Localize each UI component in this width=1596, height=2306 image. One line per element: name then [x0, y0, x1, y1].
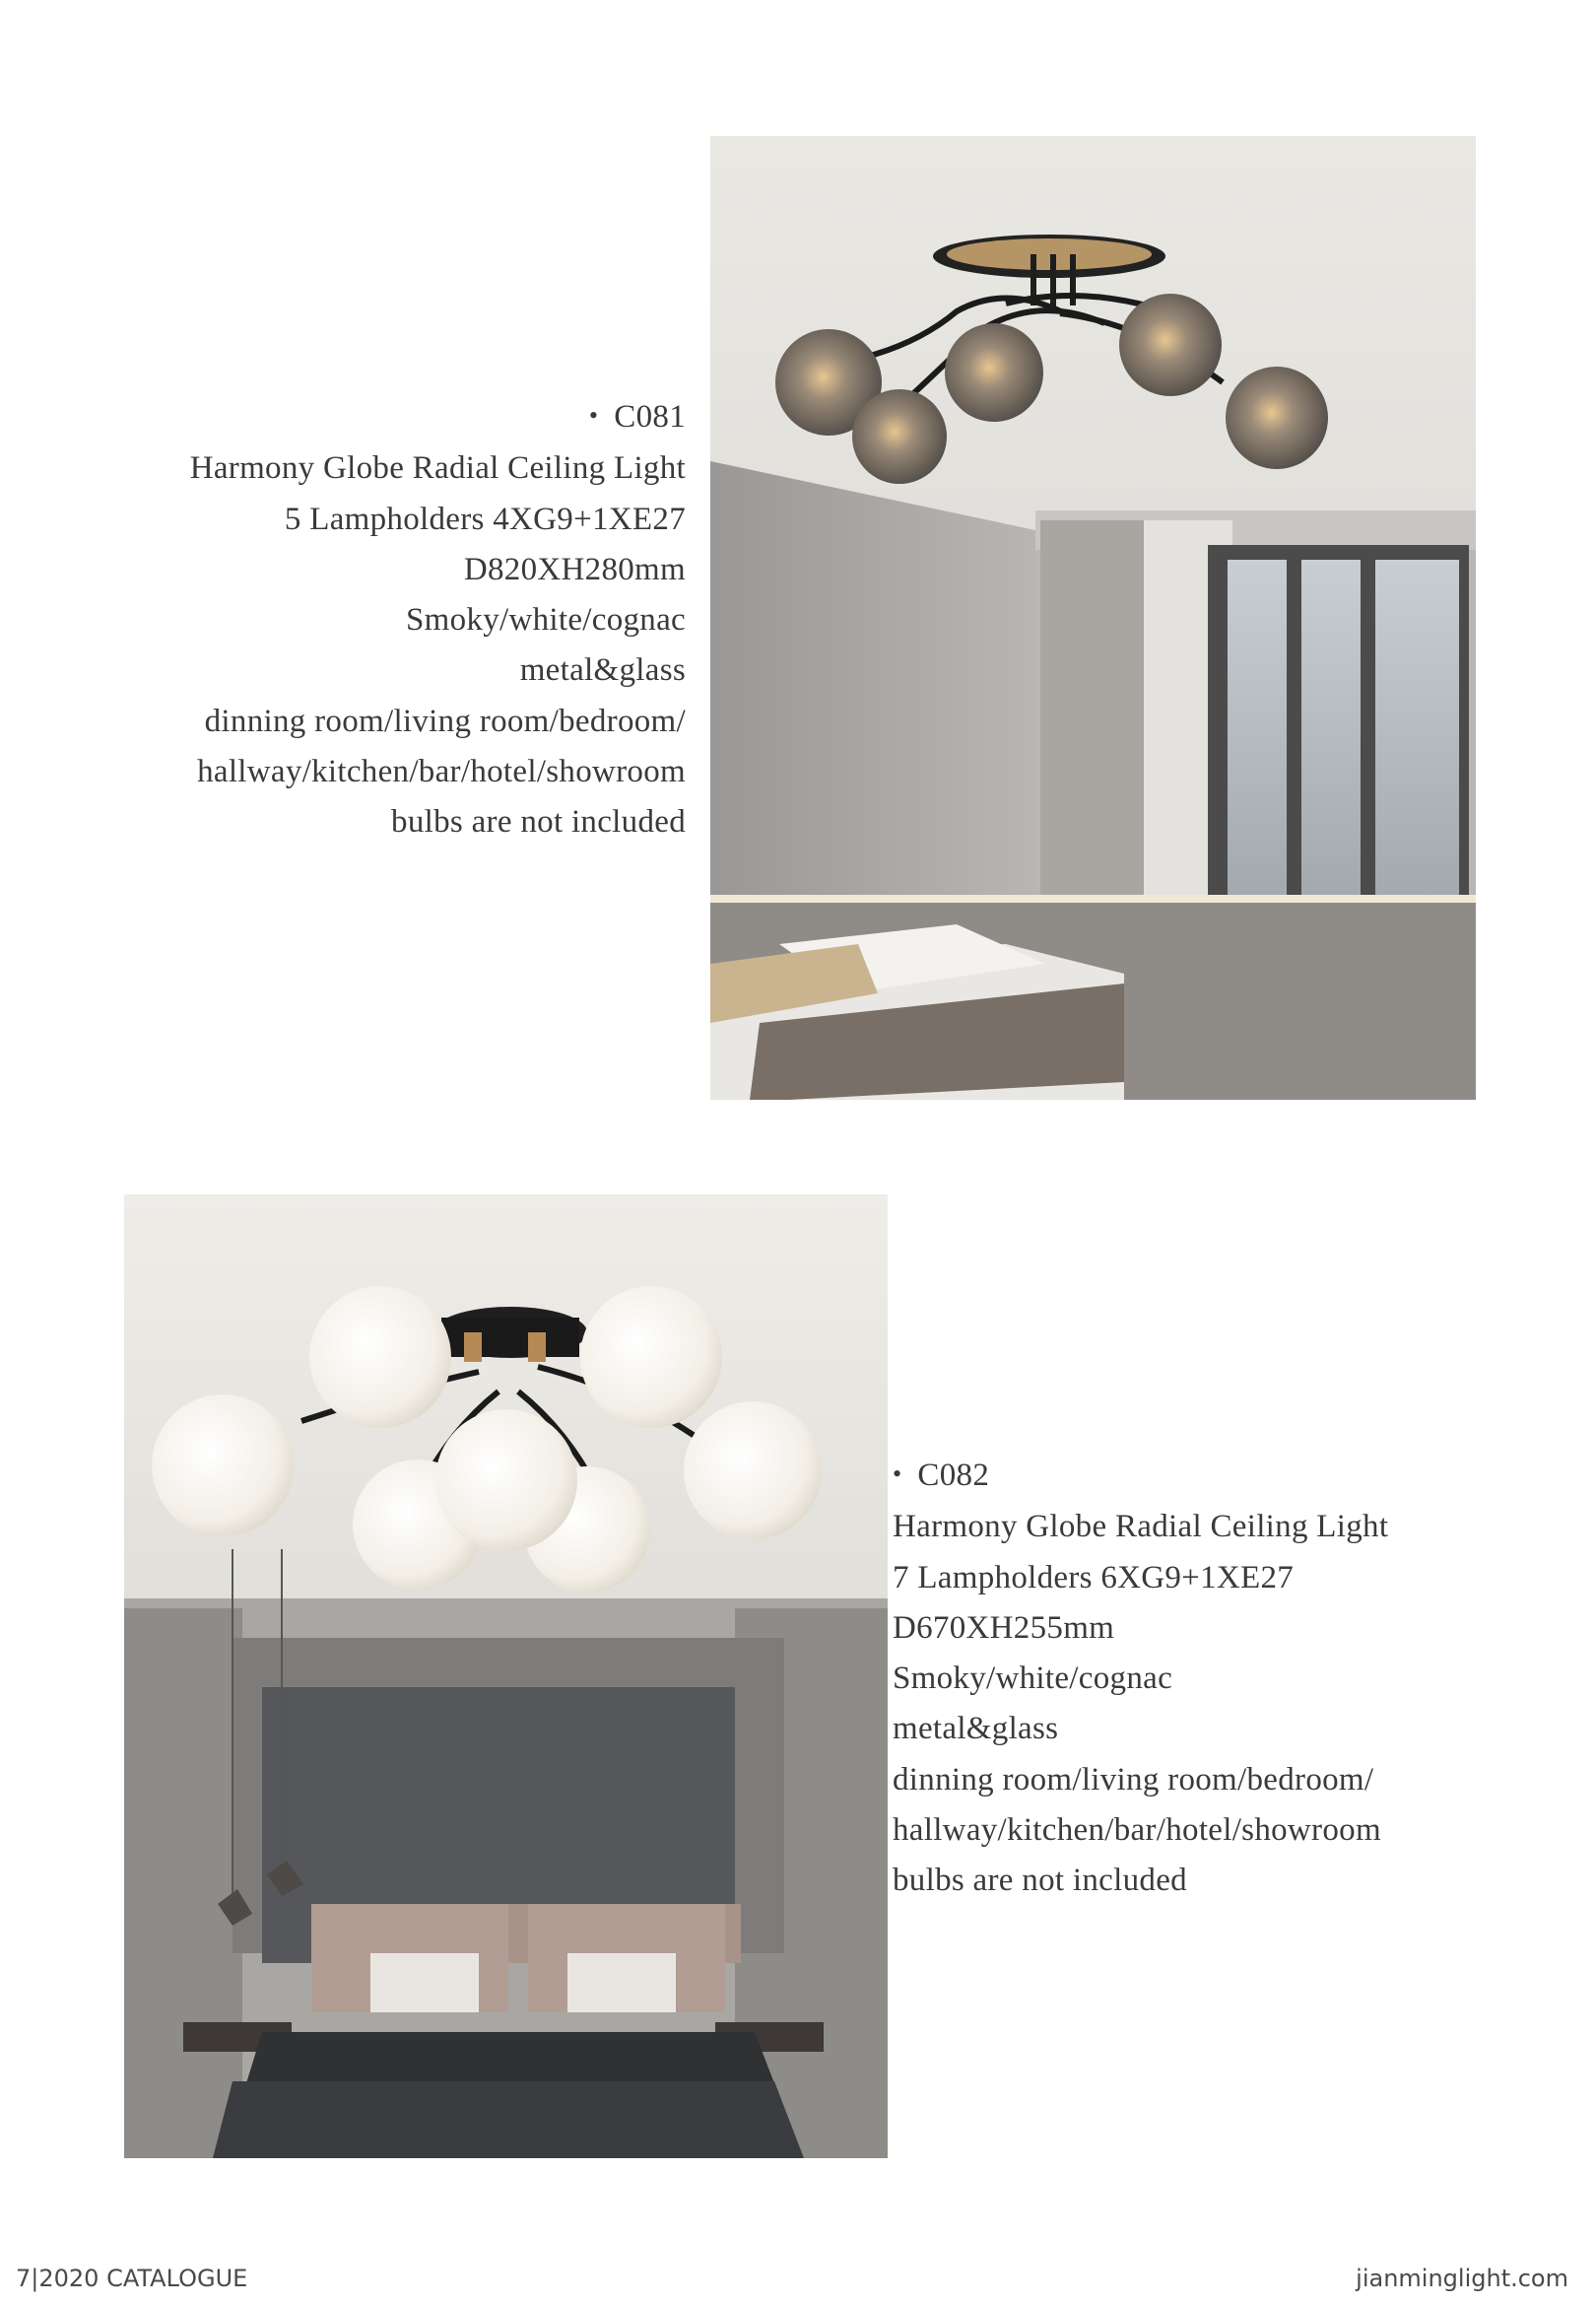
- product-rooms-line1: dinning room/living room/bedroom/: [893, 1761, 1374, 1797]
- product-colors: Smoky/white/cognac: [405, 602, 686, 639]
- product-material: metal&glass: [893, 1711, 1059, 1747]
- product-dimensions: D820XH280mm: [463, 551, 686, 587]
- product-name: Harmony Globe Radial Ceiling Light: [893, 1509, 1389, 1545]
- product-note: bulbs are not included: [893, 1863, 1187, 1899]
- product-lampholders: 7 Lampholders 6XG9+1XE27: [893, 1559, 1295, 1595]
- product-code-line: [893, 1451, 1582, 1502]
- product-material: metal&glass: [519, 652, 686, 689]
- product-rooms-line1: dinning room/living room/bedroom/: [204, 703, 686, 739]
- product-note: bulbs are not included: [391, 804, 686, 841]
- bullet-icon: •: [893, 1459, 902, 1488]
- product-name: Harmony Globe Radial Ceiling Light: [189, 450, 686, 487]
- footer-page-catalogue: 7|2020 CATALOGUE: [16, 2265, 248, 2292]
- product-colors: Smoky/white/cognac: [893, 1661, 1173, 1697]
- product-rooms-line2: hallway/kitchen/bar/hotel/showroom: [197, 754, 686, 790]
- product-lampholders: 5 Lampholders 4XG9+1XE27: [284, 501, 686, 537]
- product-photo-c081: [710, 136, 1476, 1100]
- product-spec-c082: [893, 1451, 1582, 1907]
- product-code-line: [0, 392, 686, 443]
- product-dimensions: D670XH255mm: [893, 1609, 1115, 1646]
- product-photo-c082: [124, 1194, 888, 2158]
- footer-website: jianminglight.com: [1356, 2265, 1568, 2292]
- product-spec-c081: [0, 392, 686, 848]
- product-code: C082: [917, 1458, 990, 1493]
- product-code: C081: [614, 399, 686, 435]
- bullet-icon: •: [588, 401, 599, 430]
- product-rooms-line2: hallway/kitchen/bar/hotel/showroom: [893, 1812, 1381, 1849]
